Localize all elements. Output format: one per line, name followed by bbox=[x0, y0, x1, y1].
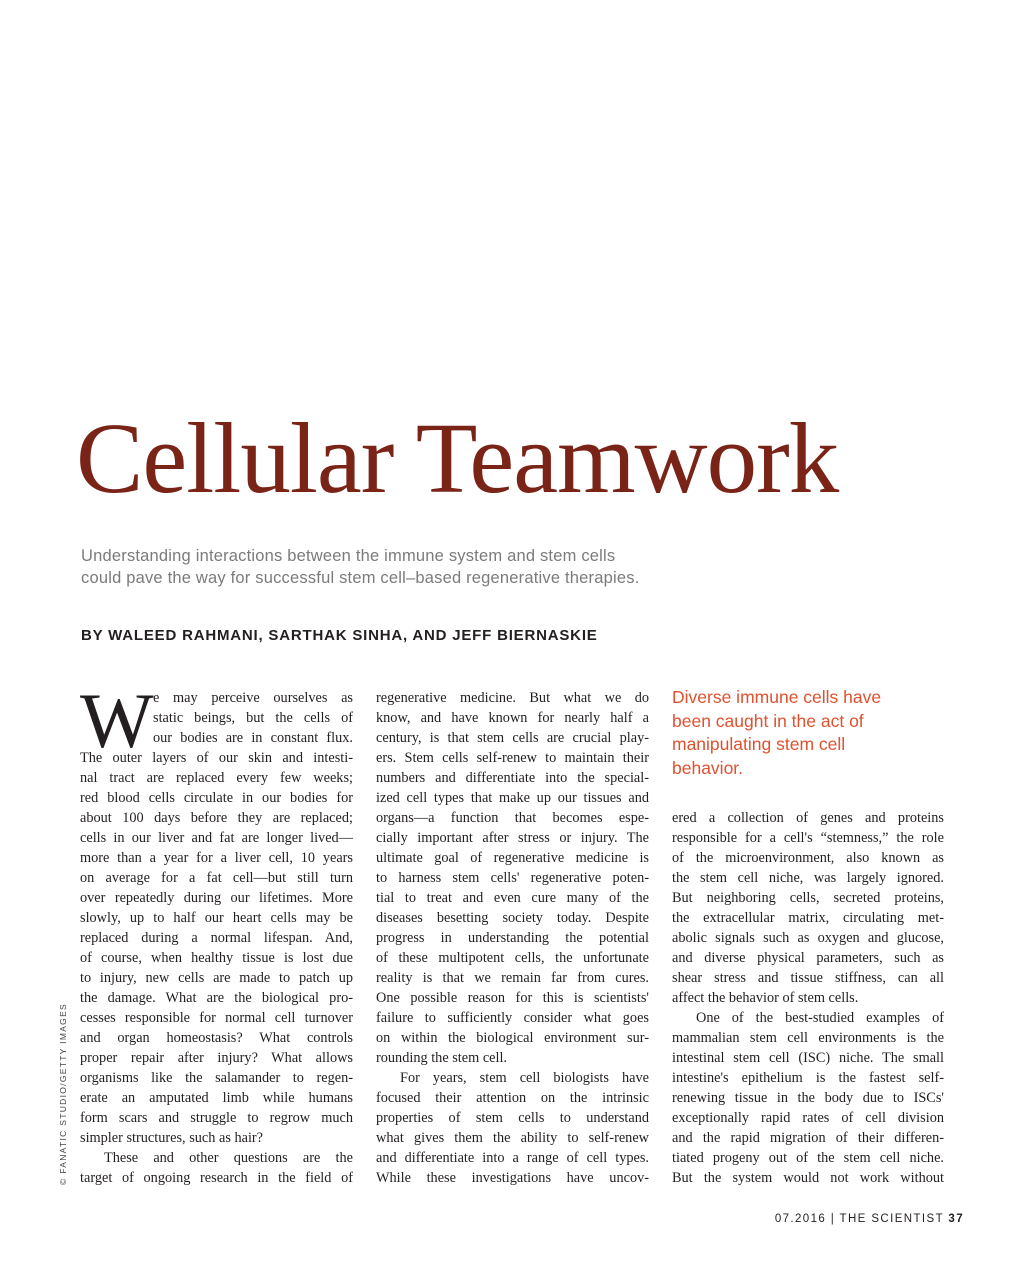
text-line: the stem cell niche, was largely ignored. bbox=[672, 870, 944, 886]
page-footer bbox=[775, 1213, 964, 1225]
text-line: ered a collection of genes and proteins bbox=[672, 810, 944, 826]
text-line: cells in our liver and fat are longer lived— bbox=[80, 830, 353, 846]
text-line: responsible for a cell's “stemness,” the role bbox=[672, 830, 944, 846]
text-line: ultimate goal of regenerative medicine is bbox=[376, 850, 649, 866]
text-line: slowly, up to half our heart cells may be bbox=[80, 910, 353, 926]
text-line: diseases besetting society today. Despite bbox=[376, 910, 649, 926]
text-line: e may perceive ourselves as bbox=[153, 690, 353, 706]
drop-cap: W bbox=[80, 677, 154, 764]
text-line: exceptionally rapid rates of cell division bbox=[672, 1110, 944, 1126]
subtitle-line: could pave the way for successful stem cell–based regenerative therapies. bbox=[81, 569, 640, 587]
text-line: and organ homeostasis? What controls bbox=[80, 1030, 353, 1046]
text-line: One of the best-studied examples of bbox=[696, 1010, 944, 1026]
text-line: red blood cells circulate in our bodies for bbox=[80, 790, 353, 806]
text-line: on average for a fat cell—but still turn bbox=[80, 870, 353, 886]
text-line: of the microenvironment, also known as bbox=[672, 850, 944, 866]
text-line: shear stress and tissue stiffness, can all bbox=[672, 970, 944, 986]
text-line: The outer layers of our skin and intesti- bbox=[80, 750, 353, 766]
text-line: ized cell types that make up our tissues and bbox=[376, 790, 649, 806]
text-line: regenerative medicine. But what we do bbox=[376, 690, 649, 706]
pull-quote-line: Diverse immune cells have bbox=[672, 687, 882, 707]
text-line: more than a year for a liver cell, 10 years bbox=[80, 850, 353, 866]
body-column-3 bbox=[672, 808, 944, 1188]
text-line: and differentiate into a range of cell types. bbox=[376, 1150, 649, 1166]
issue-and-publication: 07.2016 | THE SCIENTIST bbox=[774, 1213, 949, 1225]
text-line: affect the behavior of stem cells. bbox=[672, 990, 859, 1006]
text-line: our bodies are in constant flux. bbox=[153, 730, 353, 746]
text-line: But neighboring cells, secreted proteins, bbox=[672, 890, 944, 906]
text-line: numbers and differentiate into the special- bbox=[376, 770, 649, 786]
text-line: tial to treat and even cure many of the bbox=[376, 890, 649, 906]
text-line: form scars and struggle to regrow much bbox=[80, 1110, 353, 1126]
pull-quote-line: manipulating stem cell bbox=[672, 734, 846, 754]
text-line: intestinal stem cell (ISC) niche. The small bbox=[672, 1050, 944, 1066]
text-line: simpler structures, such as hair? bbox=[80, 1130, 264, 1146]
text-line: century, is that stem cells are crucial play- bbox=[376, 730, 649, 746]
text-line: abolic signals such as oxygen and glucose, bbox=[672, 930, 944, 946]
text-line: erate an amputated limb while humans bbox=[80, 1090, 353, 1106]
text-line: over repeatedly during our lifetimes. More bbox=[80, 890, 353, 906]
byline: BY WALEED RAHMANI, SARTHAK SINHA, AND JEFF BIERNASKIE bbox=[81, 627, 598, 644]
text-line: to harness stem cells' regenerative poten- bbox=[376, 870, 649, 886]
page-number: 37 bbox=[948, 1213, 964, 1225]
text-line: proper repair after injury? What allows bbox=[80, 1050, 353, 1066]
text-line: the extracellular matrix, circulating met- bbox=[672, 910, 944, 926]
text-line: For years, stem cell biologists have bbox=[400, 1070, 649, 1086]
text-line: about 100 days before they are replaced; bbox=[80, 810, 353, 826]
text-line: target of ongoing research in the field of bbox=[80, 1170, 353, 1186]
text-line: One possible reason for this is scientists' bbox=[376, 990, 649, 1006]
text-line: static beings, but the cells of bbox=[153, 710, 353, 726]
body-column-1 bbox=[80, 677, 353, 1188]
text-line: replaced during a normal lifespan. And, bbox=[80, 930, 353, 946]
text-line: focused their attention on the intrinsic bbox=[376, 1090, 649, 1106]
text-line: know, and have known for nearly half a bbox=[376, 710, 649, 726]
text-line: organs—a function that becomes espe- bbox=[376, 810, 649, 826]
text-line: cially important after stress or injury. The bbox=[376, 830, 649, 846]
text-line: what gives them the ability to self-renew bbox=[376, 1130, 649, 1146]
text-line: reality is that we remain far from cures. bbox=[376, 970, 649, 986]
text-line: But the system would not work without bbox=[672, 1170, 944, 1186]
text-line: organisms like the salamander to regen- bbox=[80, 1070, 353, 1086]
text-line: properties of stem cells to understand bbox=[376, 1110, 649, 1126]
article-title: Cellular Teamwork bbox=[76, 402, 839, 514]
pull-quote bbox=[672, 686, 942, 780]
text-line: the damage. What are the biological pro- bbox=[80, 990, 353, 1006]
photo-credit: © FANATIC STUDIO/GETTY IMAGES bbox=[58, 1002, 68, 1185]
text-line: tiated progeny out of the stem cell niche. bbox=[672, 1150, 944, 1166]
text-line: on within the biological environment sur- bbox=[376, 1030, 649, 1046]
text-line: These and other questions are the bbox=[104, 1150, 353, 1166]
text-line: of course, when healthy tissue is lost due bbox=[80, 950, 353, 966]
text-line: of these multipotent cells, the unfortunate bbox=[376, 950, 649, 966]
text-line: mammalian stem cell environments is the bbox=[672, 1030, 944, 1046]
text-line: nal tract are replaced every few weeks; bbox=[80, 770, 353, 786]
text-line: While these investigations have uncov- bbox=[376, 1170, 649, 1186]
subtitle-line: Understanding interactions between the immune system and stem cells bbox=[81, 547, 616, 565]
text-line: renewing tissue in the body due to ISCs' bbox=[672, 1090, 944, 1106]
text-line: to injury, new cells are made to patch up bbox=[80, 970, 353, 986]
pull-quote-line: been caught in the act of bbox=[672, 710, 864, 731]
text-line: failure to sufficiently consider what goes bbox=[376, 1010, 649, 1026]
text-line: progress in understanding the potential bbox=[376, 930, 649, 946]
text-line: ers. Stem cells self-renew to maintain their bbox=[376, 750, 649, 766]
article-subtitle bbox=[81, 545, 741, 589]
text-line: rounding the stem cell. bbox=[376, 1050, 508, 1066]
body-column-2 bbox=[376, 688, 649, 1188]
text-line: and the rapid migration of their differen- bbox=[672, 1130, 944, 1146]
text-line: cesses responsible for normal cell turnover bbox=[80, 1010, 353, 1026]
text-line: intestine's epithelium is the fastest self- bbox=[672, 1070, 944, 1086]
text-line: and diverse physical parameters, such as bbox=[672, 950, 944, 966]
pull-quote-line: behavior. bbox=[672, 757, 744, 778]
